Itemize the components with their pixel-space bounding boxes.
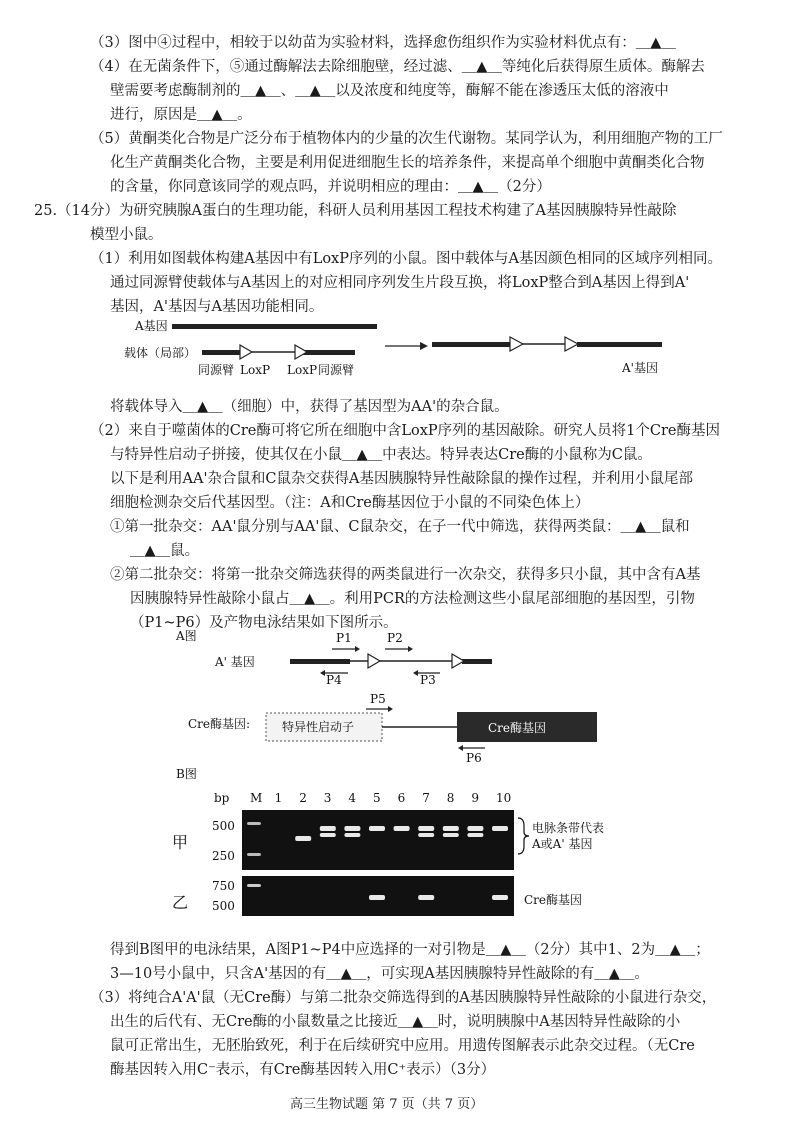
lane-label-7: 7 bbox=[422, 791, 430, 805]
gel-jia-note-1: 电脉条带代表 bbox=[532, 821, 605, 835]
jia-band-4-top bbox=[344, 826, 360, 831]
lane-label-10: 10 bbox=[496, 791, 512, 805]
bp-label: bp bbox=[214, 791, 230, 805]
q25-1-line-2: 通过同源臂使载体与A基因上的对应相同序列发生片段互换，将LoxP整合到A基因上得到A' bbox=[110, 275, 690, 291]
jia-band-6-top bbox=[394, 826, 410, 831]
lane-label-9: 9 bbox=[471, 791, 480, 805]
q5-line-2: 化生产黄酮类化合物，主要是利用促进细胞生长的培养条件，来提高单个细胞中黄酮类化合物 bbox=[110, 155, 705, 171]
jia-band-7-mid bbox=[418, 833, 434, 837]
jia-band-7-top bbox=[418, 826, 434, 831]
q25-2-line-9: （P1~P6）及产物电泳结果如下图所示。 bbox=[130, 615, 398, 631]
figure-a-title: A图 bbox=[176, 629, 197, 643]
jia-band-5-top bbox=[369, 826, 385, 831]
promoter-label: 特异性启动子 bbox=[282, 720, 355, 734]
lane-label-M: M bbox=[250, 791, 263, 805]
q25-2-line-11: 3—10号小鼠中，只含A'基因的有＿▲＿，可实现A基因胰腺特异性敲除的有＿▲＿。 bbox=[110, 966, 649, 982]
primer-p6-label: P6 bbox=[466, 751, 482, 765]
q25-2-line-7: ②第二批杂交：将第一批杂交筛选获得的两类鼠进行一次杂交，获得多只小鼠，其中含有A基 bbox=[110, 567, 701, 583]
q3-line: （3）图中④过程中，相较于以幼苗为实验材料，选择愈伤组织作为实验材料优点有：＿▲＿ bbox=[90, 35, 676, 51]
gel-yi-marker-750: 750 bbox=[212, 879, 235, 893]
jia-band-M-500 bbox=[247, 822, 261, 825]
q25-1-line-3: 基因，A'基因与A基因功能相同。 bbox=[110, 299, 324, 315]
gel-jia-name: 甲 bbox=[172, 833, 189, 852]
jia-band-2-low bbox=[295, 836, 311, 841]
jia-band-3-top bbox=[320, 826, 336, 831]
primer-p5-label: P5 bbox=[370, 692, 386, 706]
q25-2-line-2: 与特异性启动子拼接，使其仅在小鼠＿▲＿中表达。特异表达Cre酶的小鼠称为C鼠。 bbox=[110, 447, 652, 463]
page-footer: 高三生物试题 第 7 页（共 7 页） bbox=[290, 1097, 484, 1112]
q5-line-1: （5）黄酮类化合物是广泛分布于植物体内的少量的次生代谢物。某同学认为，利用细胞产物的工厂 bbox=[90, 131, 723, 147]
q4-line-3: 进行，原因是＿▲＿。 bbox=[110, 107, 252, 123]
jia-band-10-top bbox=[492, 826, 508, 831]
jia-band-8-mid bbox=[443, 833, 459, 837]
jia-band-4-mid bbox=[344, 833, 360, 837]
cre-box-label: Cre酶基因 bbox=[488, 721, 547, 735]
gel-yi-name: 乙 bbox=[172, 893, 189, 912]
a-prime-gene-label: A' 基因 bbox=[215, 655, 255, 669]
jia-band-9-mid bbox=[467, 833, 483, 837]
jia-band-M-250 bbox=[247, 853, 261, 856]
vector-label: 载体（局部） bbox=[124, 346, 197, 360]
loxp-1-label: LoxP bbox=[240, 363, 271, 377]
result-label: A'基因 bbox=[622, 361, 658, 375]
primer-p2-label: P2 bbox=[387, 631, 403, 645]
lane-label-4: 4 bbox=[348, 791, 357, 805]
lane-label-3: 3 bbox=[323, 791, 332, 805]
q25-2-line-4: 细胞检测杂交后代基因型。（注：A和Cre酶基因位于小鼠的不同染色体上） bbox=[110, 495, 590, 511]
q5-line-3: 的含量，你同意该同学的观点吗，并说明相应的理由：＿▲＿（2分） bbox=[110, 179, 551, 195]
primer-p1-label: P1 bbox=[336, 631, 352, 645]
q25-3-line-3: 鼠可正常出生，无胚胎致死，利于在后续研究中应用。用遗传图解表示此杂交过程。（无Cre bbox=[110, 1038, 695, 1054]
lane-label-2: 2 bbox=[299, 791, 307, 805]
yi-band-5 bbox=[369, 895, 385, 900]
figure-b-title: B图 bbox=[176, 767, 197, 781]
gel-yi-marker-500: 500 bbox=[212, 899, 235, 913]
q4-line-2: 壁需要考虑酶制剂的＿▲＿、＿▲＿以及浓度和纯度等，酶解不能在渗透压太低的溶液中 bbox=[110, 83, 669, 99]
q4-line-1: （4）在无菌条件下，⑤通过酶解法去除细胞壁，经过滤、＿▲＿等纯化后获得原生质体。酶解去 bbox=[90, 59, 705, 75]
q25-2-line-3: 以下是利用AA'杂合鼠和C鼠杂交获得A基因胰腺特异性敲除鼠的操作过程，并利用小鼠尾部 bbox=[110, 471, 693, 487]
jia-brace bbox=[518, 818, 529, 854]
q25-1-line-4: 将载体导入＿▲＿（细胞）中，获得了基因型为AA'的杂合鼠。 bbox=[110, 399, 509, 415]
q25-2-line-6: ＿▲＿鼠。 bbox=[130, 543, 200, 559]
homology-arm-right-label: 同源臂 bbox=[318, 363, 355, 377]
q25-3-line-2: 出生的后代有、无Cre酶的小鼠数量之比接近＿▲＿时，说明胰腺中A基因特异性敲除的小 bbox=[110, 1014, 681, 1030]
loxp-2-label: LoxP bbox=[287, 363, 318, 377]
gel-jia-marker-500: 500 bbox=[212, 819, 235, 833]
gel-jia-marker-250: 250 bbox=[212, 849, 235, 863]
gel-jia-note-2: A或A' 基因 bbox=[532, 837, 593, 851]
cre-gene-row-label: Cre酶基因: bbox=[188, 717, 251, 731]
q25-line-1: 25.（14分）为研究胰腺A蛋白的生理功能，科研人员利用基因工程技术构建了A基因胰腺特异性敲除 bbox=[34, 203, 677, 219]
q25-2-line-1: （2）来自于噬菌体的Cre酶可将它所在细胞中含LoxP序列的基因敲除。研究人员将1个Cre酶基因 bbox=[90, 423, 720, 439]
jia-band-9-top bbox=[467, 826, 483, 831]
q25-3-line-4: 酶基因转入用C⁻表示，有Cre酶基因转入用C⁺表示）（3分） bbox=[110, 1062, 496, 1078]
lane-label-1: 1 bbox=[274, 791, 283, 805]
primer-p4-label: P4 bbox=[326, 673, 342, 687]
yi-band-7 bbox=[418, 895, 434, 900]
q25-2-line-10: 得到B图甲的电泳结果，A图P1~P4中应选择的一对引物是＿▲＿（2分）其中1、2为＿▲＿； bbox=[110, 942, 710, 958]
q25-3-line-1: （3）将纯合A'A'鼠（无Cre酶）与第二批杂交筛选得到的A基因胰腺特异性敲除的小鼠进行杂交， bbox=[90, 990, 717, 1006]
q25-1-line-1: （1）利用如图载体构建A基因中有LoxP序列的小鼠。图中载体与A基因颜色相同的区域序列相同。 bbox=[90, 251, 722, 267]
jia-band-3-mid bbox=[320, 833, 336, 837]
gel-yi-note: Cre酶基因 bbox=[524, 893, 583, 907]
q25-2-line-5: ①第一批杂交：AA'鼠分别与AA'鼠、C鼠杂交，在子一代中筛选，获得两类鼠：＿▲＿鼠和 bbox=[110, 519, 690, 535]
lane-label-5: 5 bbox=[373, 791, 381, 805]
q25-line-2: 模型小鼠。 bbox=[90, 227, 163, 243]
yi-band-10 bbox=[492, 895, 508, 900]
homology-arm-left-label: 同源臂 bbox=[198, 363, 235, 377]
gene-a-label: A基因 bbox=[135, 319, 168, 333]
q25-2-line-8: 因胰腺特异性敲除小鼠占＿▲＿。利用PCR的方法检测这些小鼠尾部细胞的基因型，引物 bbox=[130, 591, 695, 607]
primer-p3-label: P3 bbox=[420, 673, 436, 687]
jia-band-8-top bbox=[443, 826, 459, 831]
yi-band-M-750 bbox=[247, 884, 261, 887]
lane-label-8: 8 bbox=[446, 791, 455, 805]
gel-jia bbox=[242, 810, 514, 870]
lane-label-6: 6 bbox=[397, 791, 406, 805]
